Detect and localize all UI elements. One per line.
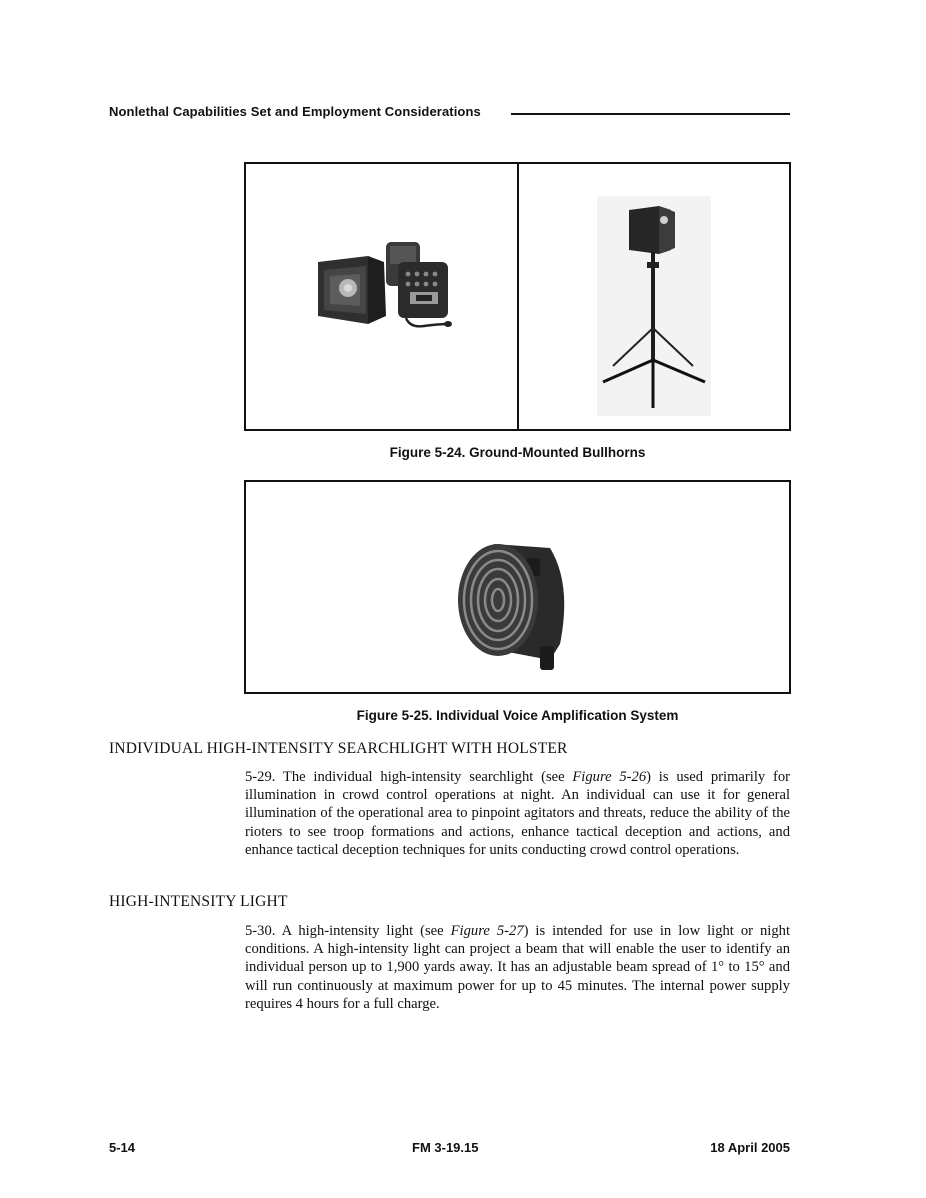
section-heading-high-intensity-light: HIGH-INTENSITY LIGHT xyxy=(109,893,288,910)
figure-5-24-caption: Figure 5-24. Ground-Mounted Bullhorns xyxy=(389,445,646,460)
figure-5-25-box xyxy=(244,480,791,694)
portable-bullhorns-photo xyxy=(310,236,460,336)
running-header: Nonlethal Capabilities Set and Employment Considerations xyxy=(109,104,481,119)
tripod-bullhorn-photo xyxy=(597,196,711,416)
footer-date: 18 April 2005 xyxy=(710,1140,790,1155)
figure-5-25-caption: Figure 5-25. Individual Voice Amplification System xyxy=(356,708,679,723)
paragraph-5-29 xyxy=(245,768,790,859)
paragraph-5-30 xyxy=(245,922,790,1013)
figure-reference: Figure 5-27 xyxy=(450,923,524,939)
figure-5-24-box xyxy=(244,162,791,431)
figure-reference: Figure 5-26 xyxy=(572,769,647,785)
footer-page-number: 5-14 xyxy=(109,1140,136,1155)
paragraph-text: ) is intended for use in low light or night conditions. A high-intensity light can project a beam that will enable the user to identify an individual person up to 1,900 yards away. It has an adjustable beam spread of 1° to 15° and will run continuously at maximum power for up to 45 minutes. The internal power supply requires 4 hours for a full charge. xyxy=(245,923,791,1012)
footer-manual-id: FM 3-19.15 xyxy=(412,1140,479,1155)
paragraph-text: 5-29. The individual high-intensity searchlight (see xyxy=(245,769,573,785)
voice-amplifier-photo xyxy=(454,534,574,674)
header-rule xyxy=(511,113,790,115)
section-heading-searchlight: INDIVIDUAL HIGH-INTENSITY SEARCHLIGHT WITH HOLSTER xyxy=(109,740,568,757)
figure-divider xyxy=(517,164,519,429)
paragraph-text: ) is used primarily for illumination in crowd control operations at night. An individual can use it for general illumination of the operational area to pinpoint agitators and threats, reduce the ability of the rioters to see troop formations and actions, enhance tactical deception and actions, and enhance tactical deception techniques for units conducting crowd control operations. xyxy=(245,769,790,858)
paragraph-text: 5-30. A high-intensity light (see xyxy=(245,923,451,939)
